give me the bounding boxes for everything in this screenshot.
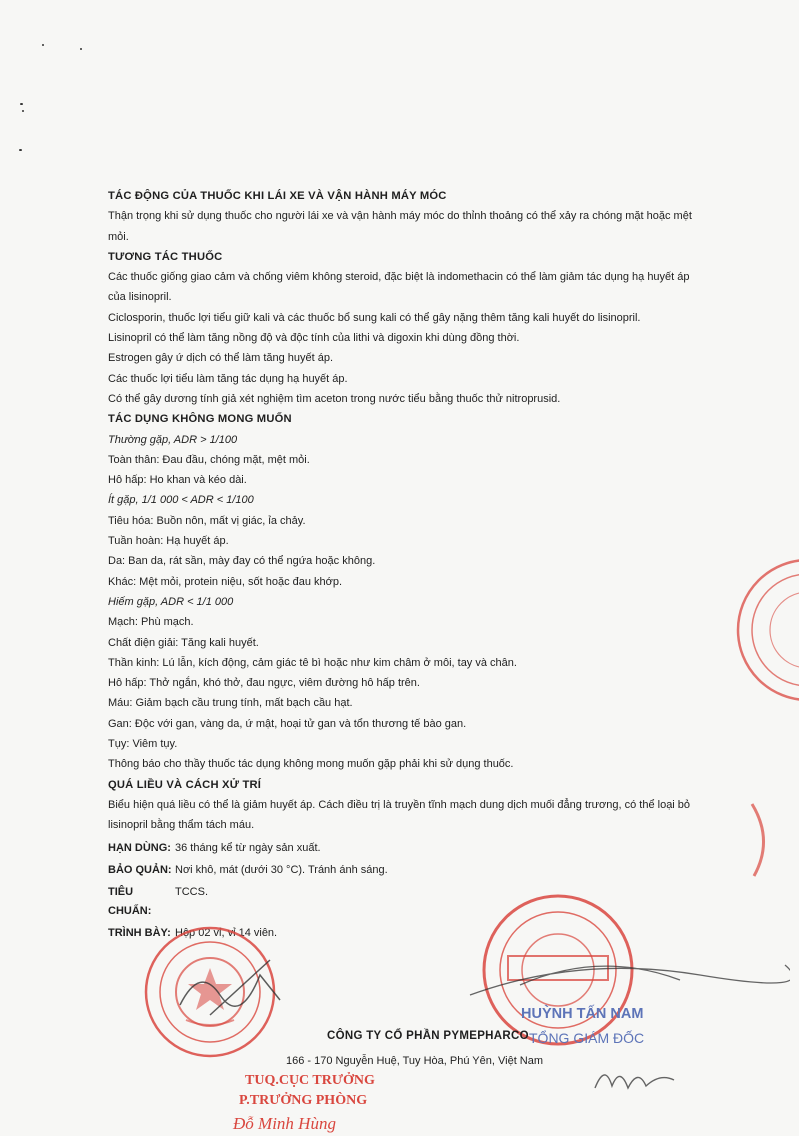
scan-speck [22, 110, 24, 112]
paragraph: Biểu hiện quá liều có thể là giảm huyết áp. Cách điều trị là truyền tĩnh mạch dung dịch muối đẳng trương, có thể loại bỏ [108, 798, 691, 811]
list-item: Da: Ban da, rát sần, mày đay có thể ngứa hoặc không. [108, 555, 376, 568]
spec-row-shelf-life [108, 839, 753, 858]
spec-label: TRÌNH BÀY: [108, 926, 171, 939]
paragraph: mỏi. [108, 230, 129, 243]
list-item: Thần kinh: Lú lẫn, kích động, cảm giác tê bì hoặc như kim châm ở môi, tay và chân. [108, 656, 517, 669]
spec-row-standard [108, 883, 753, 921]
stamp-fragment-icon [748, 800, 778, 880]
frequency-label-uncommon: Ít gặp, 1/1 000 < ADR < 1/100 [108, 494, 254, 507]
spec-label: BẢO QUẢN: [108, 863, 172, 876]
list-item: Mạch: Phù mạch. [108, 616, 194, 629]
paragraph: của lisinopril. [108, 291, 172, 304]
ministry-signer-name: Đỗ Minh Hùng [233, 1114, 336, 1133]
list-item: Gan: Độc với gan, vàng da, ứ mật, hoại tử gan và tổn thương tế bào gan. [108, 717, 467, 730]
director-signature-icon [590, 1058, 680, 1098]
scan-speck [80, 48, 82, 50]
spec-row-storage [108, 861, 753, 880]
section-title-interactions: TƯƠNG TÁC THUỐC [108, 250, 223, 263]
paragraph: Các thuốc giống giao cảm và chống viêm không steroid, đặc biệt là indomethacin có thể làm giảm tác dụng hạ huyết áp [108, 271, 690, 284]
company-signer-name: HUỲNH TẤN NAM [521, 1006, 644, 1022]
list-item: Tuần hoàn: Hạ huyết áp. [108, 535, 229, 548]
spec-value: Nơi khô, mát (dưới 30 °C). Tránh ánh sáng. [175, 863, 388, 876]
document-body [108, 186, 753, 943]
paragraph: Thận trọng khi sử dụng thuốc cho người lái xe và vận hành máy móc do thỉnh thoảng có thể xảy ra chóng mặt hoặc mệt [108, 210, 692, 223]
frequency-label-common: Thường gặp, ADR > 1/100 [108, 433, 238, 446]
ministry-signature-icon [170, 955, 290, 1025]
company-signer-title: TỔNG GIÁM ĐỐC [529, 1030, 645, 1046]
paragraph: Lisinopril có thể làm tăng nồng độ và độc tính của lithi và digoxin khi dùng đồng thời. [108, 332, 520, 345]
list-item: Hô hấp: Thở ngắn, khó thở, đau ngực, viêm đường hô hấp trên. [108, 677, 420, 690]
spec-value: Hộp 02 vỉ, vỉ 14 viên. [175, 926, 278, 939]
paragraph: Estrogen gây ứ dịch có thể làm tăng huyết áp. [108, 352, 334, 365]
footer-company-name: CÔNG TY CỔ PHẦN PYMEPHARCO [327, 1030, 529, 1042]
scan-speck [20, 103, 23, 105]
list-item: Tụy: Viêm tụy. [108, 738, 178, 751]
paragraph: Có thể gây dương tính giả xét nghiệm tìm aceton trong nước tiểu bằng thuốc thử nitroprusid. [108, 392, 561, 405]
frequency-label-rare: Hiếm gặp, ADR < 1/1 000 [108, 595, 234, 608]
footer-address: 166 - 170 Nguyễn Huệ, Tuy Hòa, Phú Yên, Việt Nam [286, 1055, 544, 1067]
scan-speck [42, 44, 44, 46]
partial-red-stamp-icon [730, 555, 799, 705]
paragraph: Thông báo cho thầy thuốc tác dụng không mong muốn gặp phải khi sử dụng thuốc. [108, 758, 514, 771]
list-item: Toàn thân: Đau đầu, chóng mặt, mệt mỏi. [108, 453, 310, 466]
paragraph: Các thuốc lợi tiểu làm tăng tác dụng hạ huyết áp. [108, 372, 348, 385]
list-item: Chất điện giải: Tăng kali huyết. [108, 636, 259, 649]
paragraph: Ciclosporin, thuốc lợi tiểu giữ kali và các thuốc bổ sung kali có thể gây nặng thêm tăng kali huyết do lisinopril. [108, 311, 641, 324]
spec-value: TCCS. [175, 885, 208, 898]
list-item: Máu: Giảm bạch cầu trung tính, mất bạch cầu hạt. [108, 697, 353, 710]
section-title-overdose: QUÁ LIỀU VÀ CÁCH XỬ TRÍ [108, 778, 262, 791]
section-title-adverse: TÁC DỤNG KHÔNG MONG MUỐN [108, 413, 292, 426]
spec-label: TIÊU CHUẨN: [108, 885, 152, 917]
ministry-sign-line1: TUQ.CỤC TRƯỞNG [245, 1073, 375, 1088]
paragraph: lisinopril bằng thẩm tách máu. [108, 819, 255, 832]
section-title-driving: TÁC ĐỘNG CỦA THUỐC KHI LÁI XE VÀ VẬN HÀNH MÁY MÓC [108, 190, 447, 202]
list-item: Hô hấp: Ho khan và kéo dài. [108, 474, 247, 487]
list-item: Tiêu hóa: Buồn nôn, mất vị giác, ỉa chảy. [108, 514, 306, 527]
spec-value: 36 tháng kể từ ngày sản xuất. [175, 841, 321, 854]
list-item: Khác: Mệt mỏi, protein niệu, sốt hoặc đau khớp. [108, 575, 343, 588]
company-signature-icon [460, 945, 790, 1005]
ministry-sign-line2: P.TRƯỞNG PHÒNG [239, 1093, 368, 1108]
scan-speck [19, 149, 22, 151]
spec-label: HẠN DÙNG: [108, 841, 171, 854]
